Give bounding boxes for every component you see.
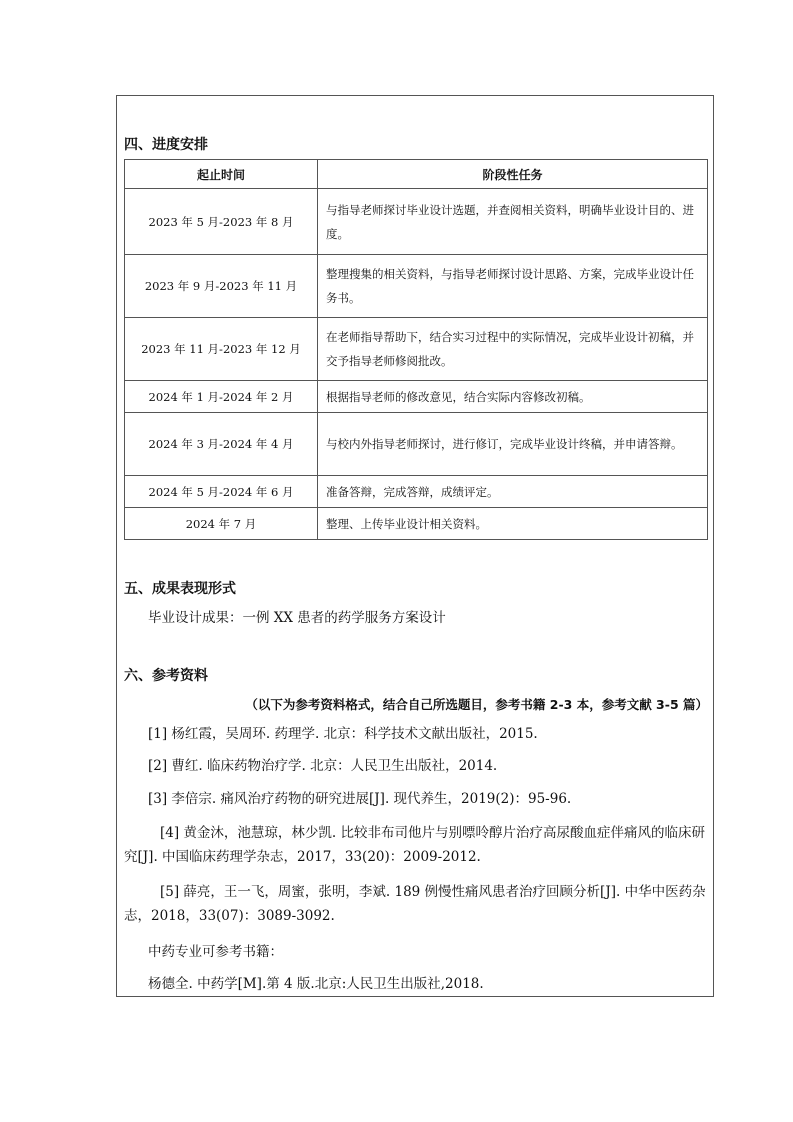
task-cell: 整理搜集的相关资料，与指导老师探讨设计思路、方案，完成毕业设计任务书。 [318, 255, 708, 318]
task-cell: 整理、上传毕业设计相关资料。 [318, 508, 708, 540]
task-cell: 准备答辩，完成答辩，成绩评定。 [318, 476, 708, 508]
reference-item: [3] 李倍宗. 痛风治疗药物的研究进展[J]. 现代养生，2019(2)：95-96. [148, 791, 572, 807]
deliverable-text: 毕业设计成果：一例 XX 患者的药学服务方案设计 [148, 610, 446, 626]
tcm-book-reference: 杨德全. 中药学[M].第 4 版.北京:人民卫生出版社,2018. [148, 976, 484, 992]
tcm-books-label: 中药专业可参考书籍： [148, 944, 283, 960]
table-row [125, 413, 708, 476]
header-period: 起止时间 [125, 160, 318, 189]
period-cell: 2023 年 9 月-2023 年 11 月 [125, 255, 318, 318]
table-row [125, 476, 708, 508]
table-row [125, 381, 708, 413]
task-cell: 与校内外指导老师探讨，进行修订，完成毕业设计终稿，并申请答辩。 [318, 413, 708, 476]
reference-format-note: （以下为参考资料格式，结合自己所选题目，参考书籍 2-3 本，参考文献 3-5 篇） [245, 697, 708, 712]
section-6-title: 六、参考资料 [124, 668, 208, 684]
period-cell: 2023 年 11 月-2023 年 12 月 [125, 318, 318, 381]
table-row [125, 318, 708, 381]
period-cell: 2024 年 5 月-2024 年 6 月 [125, 476, 318, 508]
task-cell: 根据指导老师的修改意见，结合实际内容修改初稿。 [318, 381, 708, 413]
reference-item: [4] 黄金沐，池慧琼，林少凯. 比较非布司他片与别嘌呤醇片治疗高尿酸血症伴痛风的临床研究[J]. 中国临床药理学杂志，2017，33(20)：2009-2012. [124, 825, 705, 865]
period-cell: 2024 年 3 月-2024 年 4 月 [125, 413, 318, 476]
section-4-title: 四、进度安排 [124, 137, 208, 153]
reference-item: [2] 曹红. 临床药物治疗学. 北京：人民卫生出版社，2014. [148, 758, 498, 774]
table-row [125, 508, 708, 540]
section-5-title: 五、成果表现形式 [124, 581, 236, 597]
table-header-row [125, 160, 708, 189]
reference-item: [5] 薛亮，王一飞，周蜜，张明，李斌. 189 例慢性痛风患者治疗回顾分析[J]. 中华中医药杂志，2018，33(07)：3089-3092. [124, 884, 706, 924]
schedule-table [124, 159, 708, 540]
task-cell: 与指导老师探讨毕业设计选题，并查阅相关资料，明确毕业设计目的、进度。 [318, 189, 708, 255]
task-cell: 在老师指导帮助下，结合实习过程中的实际情况，完成毕业设计初稿，并交予指导老师修阅批改。 [318, 318, 708, 381]
reference-item: [1] 杨红霞，吴周环. 药理学. 北京：科学技术文献出版社，2015. [148, 726, 538, 742]
period-cell: 2024 年 1 月-2024 年 2 月 [125, 381, 318, 413]
table-row [125, 189, 708, 255]
table-row [125, 255, 708, 318]
period-cell: 2023 年 5 月-2023 年 8 月 [125, 189, 318, 255]
header-task: 阶段性任务 [318, 160, 708, 189]
period-cell: 2024 年 7 月 [125, 508, 318, 540]
